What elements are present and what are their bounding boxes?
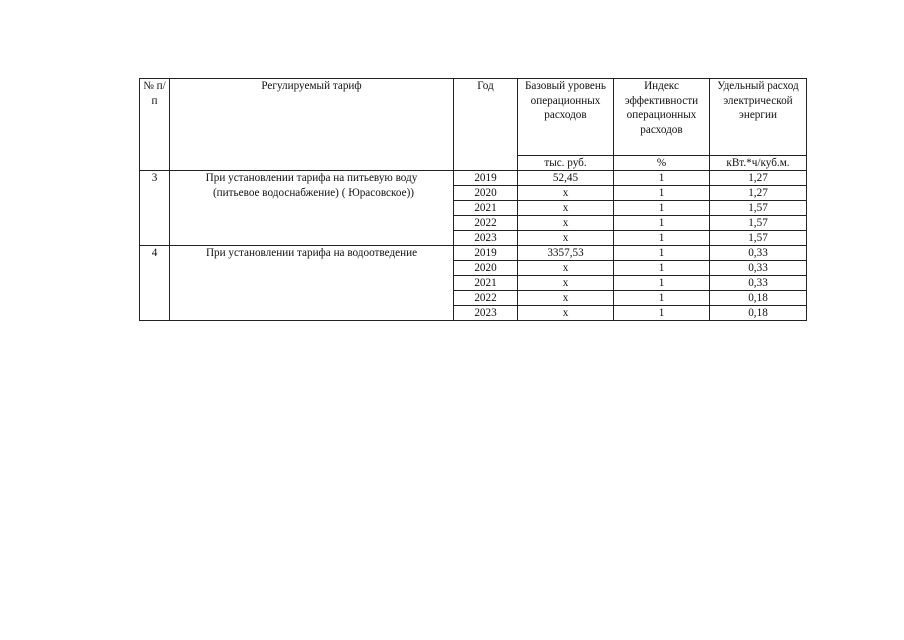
year-cell: 2021: [454, 276, 518, 291]
index-cell: 1: [614, 246, 710, 261]
unit-base: тыс. руб.: [518, 156, 614, 171]
index-cell: 1: [614, 201, 710, 216]
energy-cell: 0,33: [710, 246, 807, 261]
index-cell: 1: [614, 291, 710, 306]
energy-cell: 0,18: [710, 306, 807, 321]
index-cell: 1: [614, 186, 710, 201]
year-cell: 2022: [454, 216, 518, 231]
base-cell: 3357,53: [518, 246, 614, 261]
group-4-name-line1: При установлении тарифа на водоотведение: [205, 247, 418, 259]
index-cell: 1: [614, 216, 710, 231]
base-cell: х: [518, 186, 614, 201]
header-row: [140, 79, 807, 156]
year-cell: 2023: [454, 231, 518, 246]
base-cell: х: [518, 291, 614, 306]
index-cell: 1: [614, 231, 710, 246]
index-cell: 1: [614, 276, 710, 291]
year-cell: 2022: [454, 291, 518, 306]
base-cell: х: [518, 216, 614, 231]
header-energy: Удельный расход электрической энергии: [710, 79, 807, 156]
year-cell: 2020: [454, 261, 518, 276]
year-cell: 2021: [454, 201, 518, 216]
year-cell: 2023: [454, 306, 518, 321]
group-4-name: [170, 246, 454, 321]
header-base: Базовый уровень операционных расходов: [518, 79, 614, 156]
index-cell: 1: [614, 306, 710, 321]
header-num: № п/п: [140, 79, 170, 171]
index-cell: 1: [614, 261, 710, 276]
energy-cell: 1,57: [710, 201, 807, 216]
base-cell: х: [518, 261, 614, 276]
base-cell: х: [518, 201, 614, 216]
year-cell: 2019: [454, 246, 518, 261]
index-cell: 1: [614, 171, 710, 186]
energy-cell: 1,27: [710, 171, 807, 186]
base-cell: х: [518, 231, 614, 246]
unit-energy: кВт.*ч/куб.м.: [710, 156, 807, 171]
table-row: [140, 246, 807, 261]
year-cell: 2020: [454, 186, 518, 201]
year-cell: 2019: [454, 171, 518, 186]
group-3-number: 3: [140, 171, 170, 246]
energy-cell: 0,18: [710, 291, 807, 306]
energy-cell: 1,57: [710, 216, 807, 231]
unit-index: %: [614, 156, 710, 171]
header-tariff: Регулируемый тариф: [170, 79, 454, 171]
header-index: Индекс эффективности операционных расходов: [614, 79, 710, 156]
tariff-table: [139, 78, 807, 321]
header-year: Год: [454, 79, 518, 171]
energy-cell: 1,57: [710, 231, 807, 246]
group-3-name: [170, 171, 454, 246]
group-4-number: 4: [140, 246, 170, 321]
group-3-name-line2: (питьевое водоснабжение) ( Юрасовское)): [212, 186, 415, 199]
base-cell: х: [518, 276, 614, 291]
energy-cell: 1,27: [710, 186, 807, 201]
energy-cell: 0,33: [710, 261, 807, 276]
base-cell: х: [518, 306, 614, 321]
energy-cell: 0,33: [710, 276, 807, 291]
base-cell: 52,45: [518, 171, 614, 186]
group-3-name-line1: При установлении тарифа на питьевую воду: [205, 172, 418, 184]
